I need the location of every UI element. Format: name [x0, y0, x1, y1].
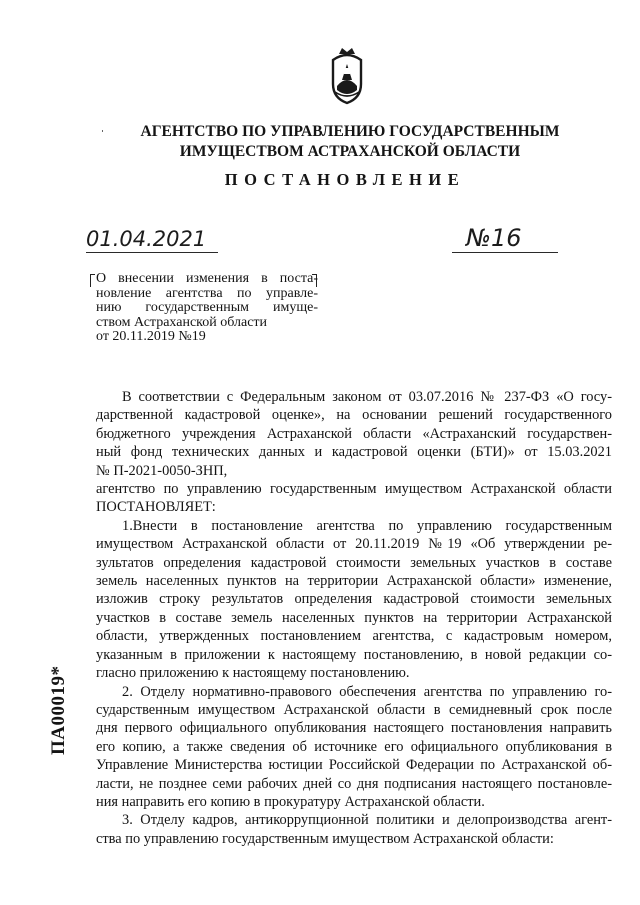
body-line: участков в составе земель населенных пунктов на территории Астраханской [96, 609, 612, 626]
body-line: имуществом Астраханской области от 20.11.2019 №19 «Об утверждении ре- [96, 536, 612, 553]
body-line: ласти, не позднее семи рабочих дней со дня подписания настоящего постановле- [96, 775, 612, 792]
document-type-title: ПОСТАНОВЛЕНИЕ [224, 170, 466, 189]
body-line: сударственным имуществом Астраханской области в семидневный срок после [96, 701, 612, 718]
signed-date: 01.04.2021 [86, 226, 218, 253]
body-line: его копию, а также сведения об источнике его официального опубликования в [96, 738, 612, 755]
body-line: области, утвержденных постановлением агентства, с кадастровым номером, [96, 628, 612, 645]
coat-of-arms-icon [325, 46, 369, 106]
body-line: агентство по управлению государственным имуществом Астраханской области [96, 481, 612, 498]
subject-line: ством Астраханской области [96, 314, 268, 330]
body-line: № П-2021-0050-ЗНП, [96, 462, 228, 479]
document-subject [96, 272, 318, 345]
body-line: зультатов определения кадастровой стоимости земельных участков в составе [96, 554, 612, 571]
body-line: бюджетного учреждения Астраханской области «Астраханский государствен- [96, 425, 612, 442]
subject-line: от 20.11.2019 №19 [96, 329, 206, 344]
agency-name [0, 122, 640, 162]
registration-stamp: ПА00019* [48, 665, 69, 755]
document-body [96, 388, 612, 848]
agency-line: АГЕНТСТВО ПО УПРАВЛЕНИЮ ГОСУДАРСТВЕННЫМ [140, 123, 560, 140]
subject-line: новление агентства по управле- [96, 285, 318, 301]
document-number: №16 [452, 224, 558, 253]
body-line: ный фонд технических данных и кадастровой оценки (БТИ)» от 15.03.2021 [96, 444, 612, 461]
body-line: 1.Внести в постановление агентства по управлению государственным [122, 517, 612, 534]
body-line: указанным в приложении к настоящему постановлению, в новой редакции со- [96, 646, 612, 663]
body-line: земель населенных пунктов на территории Астраханской области» изменение, [96, 573, 612, 590]
body-line: ния направить его копию в прокуратуру Астраханской области. [96, 793, 485, 810]
subject-bracket-left [90, 274, 95, 287]
body-line: В соответствии с Федеральным законом от 03.07.2016 № 237-ФЗ «О госу- [122, 389, 612, 405]
body-line: ПОСТАНОВЛЯЕТ: [96, 499, 216, 516]
body-line: 2. Отделу нормативно-правового обеспечения агентства по управлению го- [122, 683, 612, 700]
body-line: ства по управлению государственным имуществом Астраханской области: [96, 830, 554, 847]
body-line: 3. Отделу кадров, антикоррупционной политики и делопроизводства агент- [122, 812, 612, 829]
body-line: дарственной кадастровой оценке», на основании решений государственного [96, 407, 612, 424]
body-line: изложив строку результатов определения кадастровой стоимости земельных [96, 591, 612, 608]
body-line: дня первого официального опубликования настоящего постановления направить [96, 720, 612, 737]
body-line: Управление Министерства юстиции Российской Федерации по Астраханской об- [96, 757, 612, 774]
body-line: гласно приложению к настоящему постановлению. [96, 665, 410, 682]
subject-line: О внесении изменения в поста- [96, 271, 318, 286]
agency-line: ИМУЩЕСТВОМ АСТРАХАНСКОЙ ОБЛАСТИ [179, 143, 521, 160]
subject-line: нию государственным имуще- [96, 300, 318, 315]
